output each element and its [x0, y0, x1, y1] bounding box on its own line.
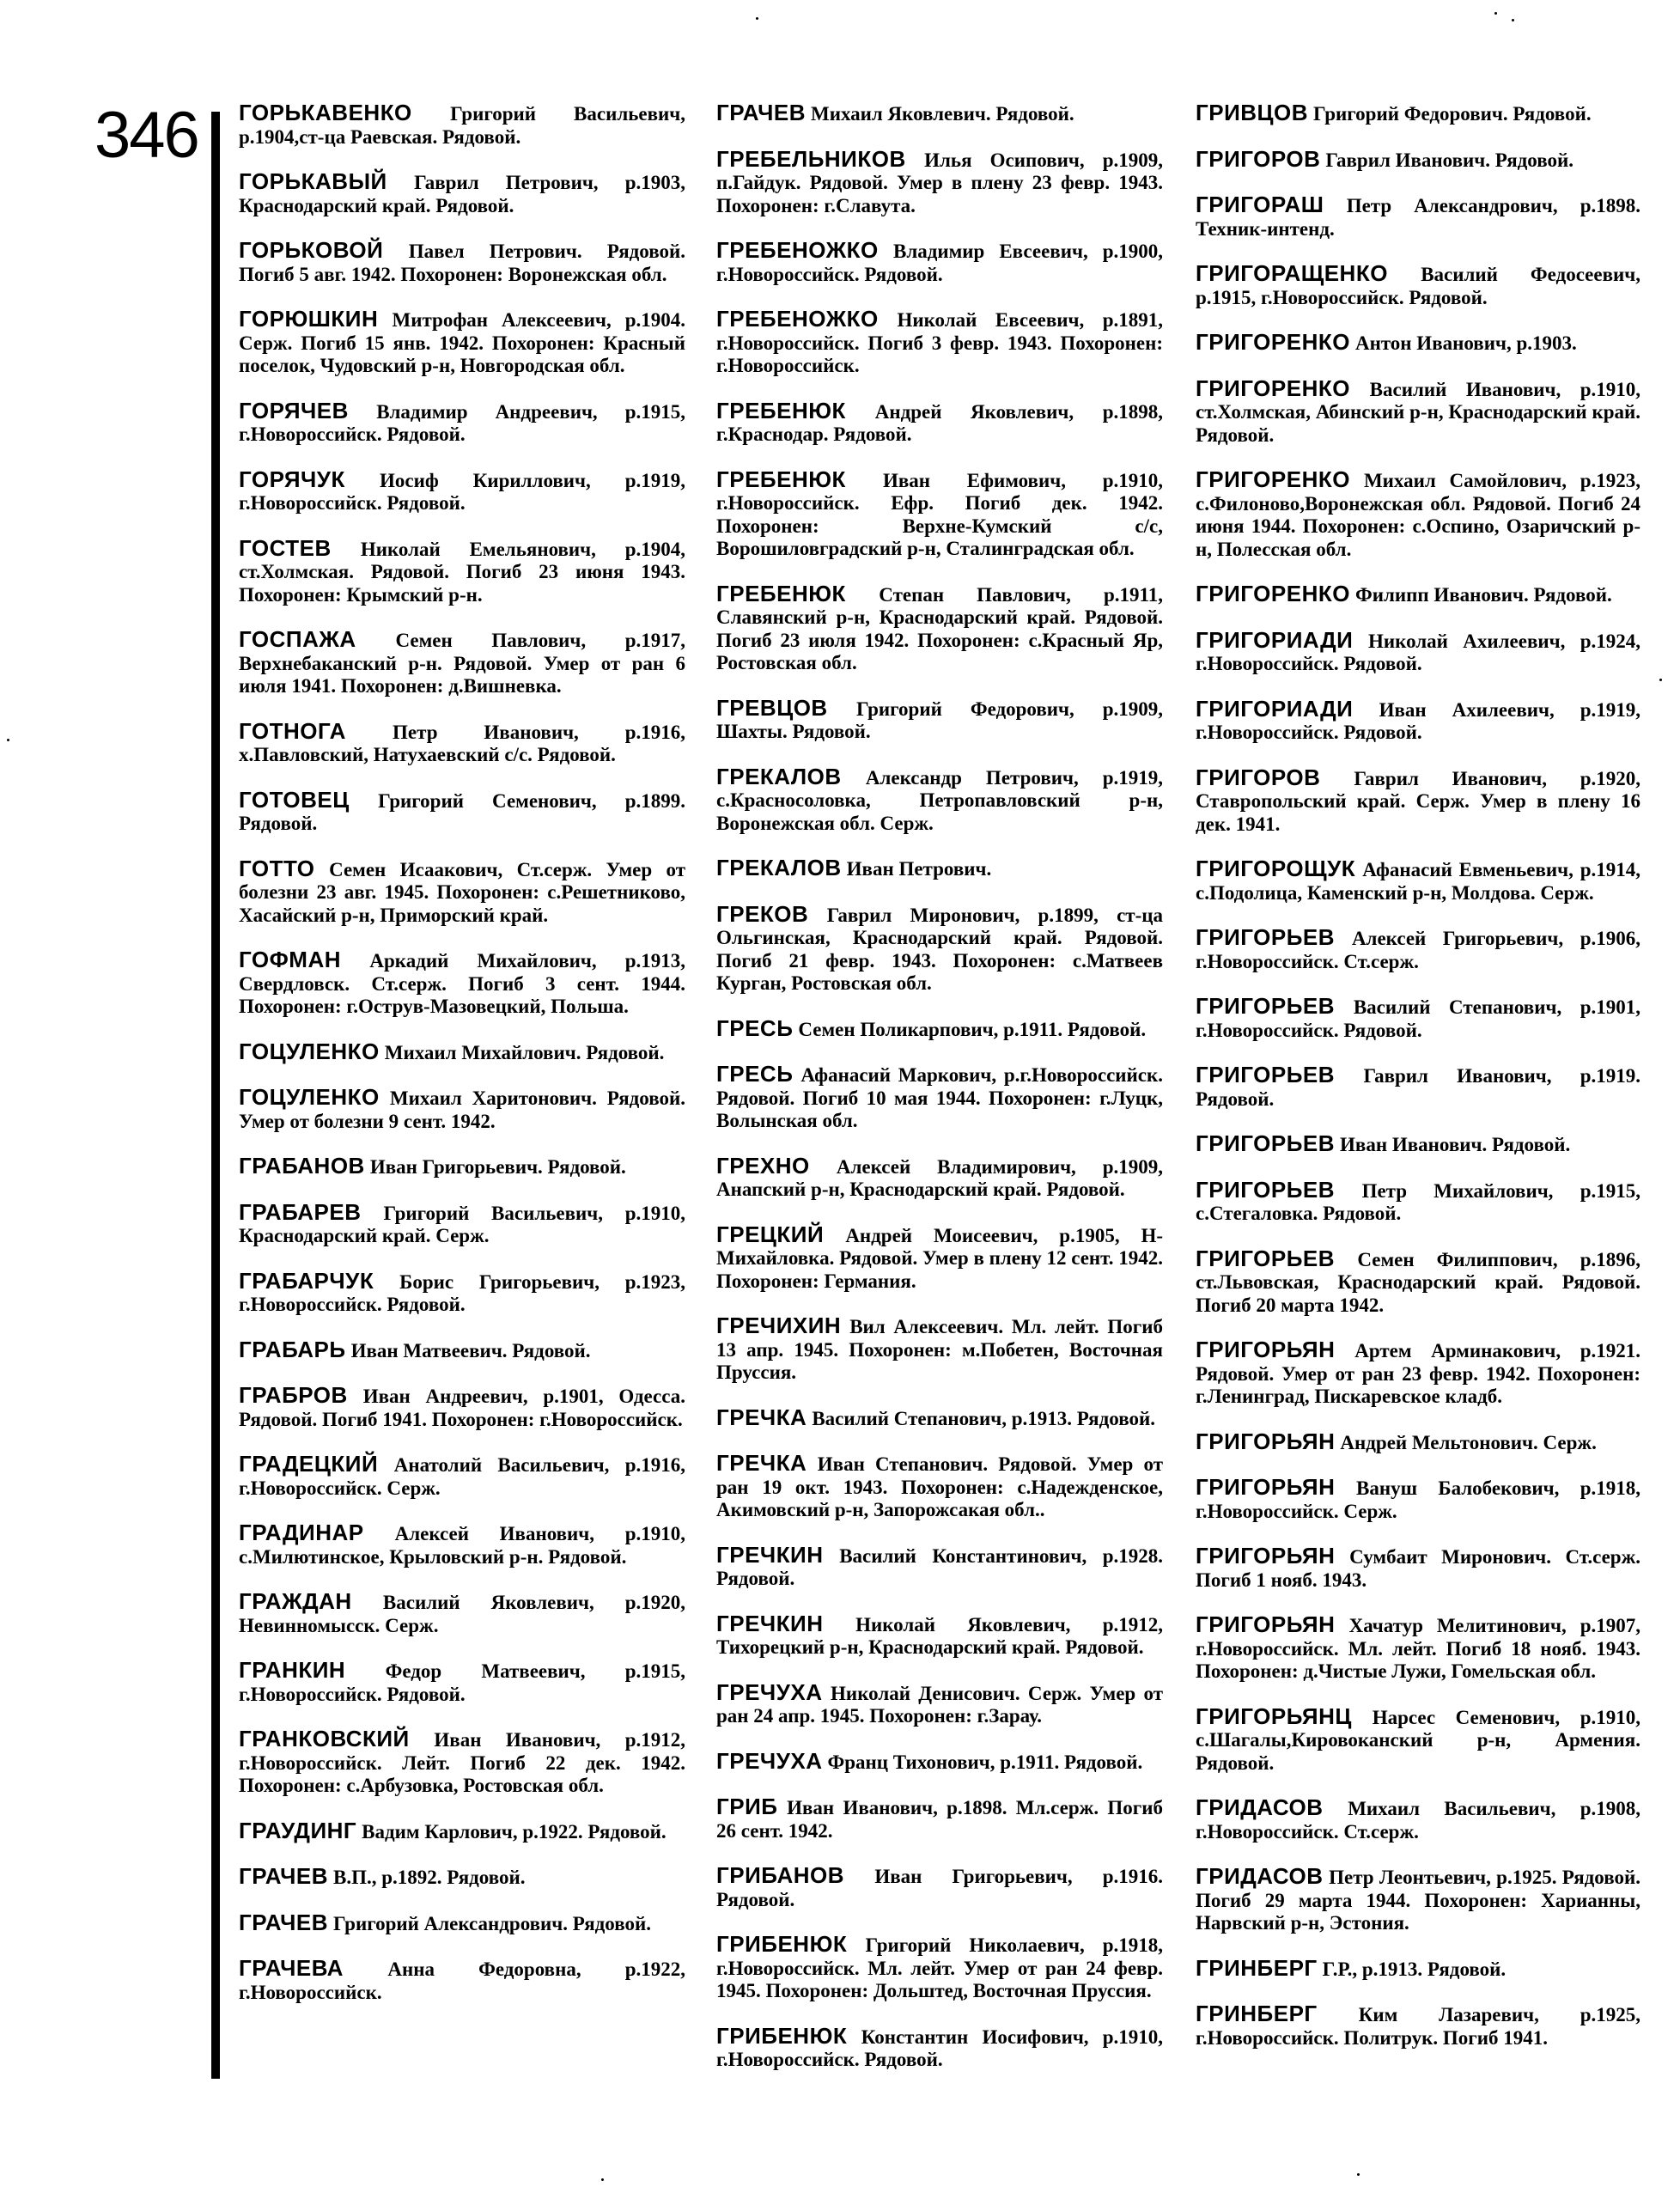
- entry-details: Павел Петрович. Рядовой. Погиб 5 авг. 1942. Похоронен: Воронежская обл.: [239, 241, 685, 285]
- entry-details: Григорий Васильевич, р.1910, Краснодарский край. Серж.: [239, 1202, 685, 1246]
- entry-details: Петр Иванович, р.1916, х.Павловский, Натухаевский с/с. Рядовой.: [239, 721, 685, 765]
- entry: [239, 101, 685, 149]
- entry-surname: ГРИГОРЬЯН: [1196, 1474, 1336, 1500]
- entry-details: Иван Иванович. Рядовой.: [1340, 1134, 1571, 1155]
- entry-surname: ГОСТЕВ: [239, 534, 332, 561]
- entry: [1196, 1176, 1640, 1226]
- entry-details: Г.Р., р.1913. Рядовой.: [1322, 1958, 1507, 1980]
- entry-surname: ГРИГОРЬЕВ: [1196, 1245, 1336, 1271]
- entry: [1196, 1247, 1640, 1318]
- entry-details: Нарсес Семенович, р.1910, с.Шагалы,Кировоканский р-н, Армения. Рядовой.: [1196, 1706, 1640, 1774]
- entry-surname: ГРИГОРЬЯН: [1196, 1337, 1336, 1362]
- entry-details: Андрей Моисеевич, р.1905, Н-Михайловка. Рядовой. Умер в плену 12 сент. 1942. Похоронен: Германия.: [716, 1224, 1164, 1292]
- page-number: 346: [94, 99, 198, 172]
- entry-details: Семен Поликарпович, р.1911. Рядовой.: [798, 1018, 1147, 1040]
- entry-surname: ГОТТО: [239, 855, 315, 881]
- entry-surname: ГРЕБЕНОЖКО: [716, 306, 879, 332]
- entry: [716, 856, 1163, 881]
- entry-details: Филипп Иванович. Рядовой.: [1354, 584, 1612, 606]
- entry-details: Иосиф Кириллович, р.1919, г.Новороссийск. Рядовой.: [239, 469, 685, 514]
- entry-details: Франц Тихонович, р.1911. Рядовой.: [827, 1751, 1143, 1773]
- entry-surname: ГРЕБЕНОЖКО: [716, 237, 879, 263]
- entry-surname: ГОЦУЛЕНКО: [239, 1084, 380, 1110]
- entry: [1196, 1063, 1640, 1111]
- entry-surname: ГРАБАРЬ: [239, 1336, 346, 1362]
- entry-surname: ГОРЬКАВЕНКО: [239, 100, 412, 125]
- entry: [239, 1040, 685, 1065]
- entry-surname: ГРЕХНО: [716, 1152, 810, 1179]
- entry: [1196, 262, 1640, 309]
- entry-surname: ГРИБЕНЮК: [716, 2022, 848, 2049]
- entry-details: Гаврил Иванович, р.1919. Рядовой.: [1196, 1065, 1641, 1110]
- entry-details: Петр Александрович, р.1898. Техник-интенд.: [1196, 195, 1640, 240]
- entry: [716, 145, 1163, 218]
- entry: [239, 1198, 685, 1248]
- entry-details: Афанасий Евменьевич, р.1914, с.Подолица, Каменский р-н, Молдова. Серж.: [1196, 859, 1640, 904]
- entry-surname: ГРЕСЬ: [716, 1061, 794, 1087]
- entry: [716, 1014, 1163, 1042]
- entry-surname: ГРАЧЕВА: [239, 1955, 344, 1981]
- entry-details: Григорий Федорович, р.1909, Шахты. Рядовой.: [716, 697, 1163, 742]
- entry: [239, 170, 685, 217]
- entry: [1196, 626, 1641, 676]
- entry: [1196, 2002, 1640, 2050]
- entry-surname: ГРИДАСОВ: [1196, 1863, 1324, 1889]
- entry-details: Василий Степанович, р.1901, г.Новороссийск. Рядовой.: [1196, 996, 1641, 1041]
- entry-surname: ГРИБАНОВ: [716, 1862, 845, 1888]
- entry: [716, 1154, 1163, 1202]
- entry: [716, 468, 1163, 561]
- entry-surname: ГРАНКИН: [239, 1657, 346, 1683]
- entry-surname: ГРИГОРИАДИ: [1196, 695, 1354, 722]
- entry-surname: ГРАБРОВ: [239, 1382, 348, 1408]
- entry: [239, 534, 685, 607]
- entry-details: Михаил Михайлович. Рядовой.: [384, 1041, 665, 1063]
- entry: [239, 786, 686, 836]
- entry-surname: ГОРЯЧЕВ: [239, 397, 349, 423]
- entry-details: Николай Яковлевич, р.1912, Тихорецкий р-н, Краснодарский край. Рядовой.: [716, 1613, 1163, 1658]
- entry: [239, 1384, 685, 1431]
- entry: [239, 1659, 685, 1706]
- entry-surname: ГРИДАСОВ: [1196, 1794, 1324, 1820]
- entry-surname: ГРЕЧУХА: [716, 1678, 823, 1705]
- entry-surname: ГРИГОРЕНКО: [1196, 329, 1350, 355]
- entry-surname: ГРИГОРОЩУК: [1196, 856, 1356, 881]
- entry-details: Иван Степанович. Рядовой. Умер от ран 19 окт. 1943. Похоронен: с.Надежденское, Акимовский р-н, Запорожсакая обл..: [716, 1453, 1163, 1520]
- entry-details: Алексей Владимирович, р.1909, Анапский р-н, Краснодарский край. Рядовой.: [716, 1155, 1163, 1200]
- entry-details: Алексей Григорьевич, р.1906, г.Новороссийск. Ст.серж.: [1196, 928, 1640, 972]
- entry: [716, 765, 1163, 836]
- entry-details: Федор Матвеевич, р.1915, г.Новороссийск. Рядовой.: [239, 1660, 685, 1705]
- entry: [716, 1314, 1163, 1385]
- entry-surname: ГОРЬКОВОЙ: [239, 237, 384, 263]
- entry-surname: ГОТОВЕЦ: [239, 786, 350, 813]
- entry-surname: ГОРЯЧУК: [239, 466, 345, 492]
- entry: [1196, 766, 1640, 837]
- entry: [716, 239, 1163, 286]
- entry: [239, 857, 685, 928]
- entry: [716, 1406, 1163, 1431]
- entry-surname: ГРИГОРЬЯН: [1196, 1428, 1336, 1454]
- entry-details: Александр Петрович, р.1919, с.Красносоловка, Петропавловский р-н, Воронежская обл. Серж.: [716, 766, 1163, 834]
- entry: [716, 2022, 1163, 2072]
- entry: [716, 1452, 1163, 1522]
- entry: [1196, 926, 1640, 973]
- entry-details: Анна Федоровна, р.1922, г.Новороссийск.: [239, 1958, 686, 2003]
- entry: [716, 900, 1163, 996]
- entry: [1196, 1132, 1640, 1157]
- column-3: [1196, 101, 1640, 2071]
- entry: [1196, 857, 1640, 905]
- entry-surname: ГРЕКОВ: [716, 900, 809, 927]
- entry-details: Аркадий Михайлович, р.1913, Свердловск. Ст.серж. Погиб 3 сент. 1944. Похоронен: г.Острув-Мазовецкий, Польша.: [239, 950, 686, 1017]
- entry: [239, 1819, 685, 1844]
- entry-surname: ГРИГОРАЩЕНКО: [1196, 260, 1388, 286]
- entry: [716, 1933, 1163, 2003]
- entry-surname: ГРАНКОВСКИЙ: [239, 1726, 410, 1751]
- entry-details: Иван Ефимович, р.1910, г.Новороссийск. Ефр. Погиб дек. 1942. Похоронен: Верхне-Кумский с/с, Ворошиловградский р-н, Сталинградская обл.: [716, 469, 1164, 559]
- entry-details: Николай Ахилеевич, р.1924, г.Новороссийск. Рядовой.: [1196, 630, 1641, 674]
- entry-details: Василий Константинович, р.1928. Рядовой.: [716, 1544, 1163, 1589]
- entry-surname: ГРИГОРЬЯНЦ: [1196, 1703, 1352, 1729]
- entry-surname: ГРИГОРЬЕВ: [1196, 993, 1336, 1019]
- entry: [1196, 995, 1640, 1042]
- entry: [1196, 1796, 1640, 1843]
- entry: [1196, 1705, 1640, 1776]
- entry: [239, 1154, 685, 1179]
- entry-surname: ГРЕЧКИН: [716, 1610, 824, 1636]
- entry-details: Митрофан Алексеевич, р.1904. Серж. Погиб 15 янв. 1942. Похоронен: Красный поселок, Чудовский р-н, Новгородская обл.: [239, 309, 685, 376]
- entry-details: Семен Филиппович, р.1896, ст.Львовская, Краснодарский край. Рядовой. Погиб 20 марта 1942.: [1196, 1248, 1640, 1316]
- entry-surname: ГРЕВЦОВ: [716, 694, 828, 721]
- entry: [1196, 1430, 1640, 1455]
- entry-surname: ГРИБ: [716, 1794, 778, 1819]
- entry: [716, 1541, 1163, 1591]
- entry: [1196, 101, 1640, 126]
- entry-details: Иван Григорьевич. Рядовой.: [369, 1156, 626, 1178]
- entry: [1196, 145, 1640, 173]
- entry: [1196, 1613, 1640, 1684]
- entry: [1196, 331, 1640, 356]
- entry: [239, 1957, 685, 2004]
- entry-details: Михаил Харитонович. Рядовой. Умер от болезни 9 сент. 1942.: [239, 1087, 686, 1132]
- entry-surname: ГРИГОРЕНКО: [1196, 466, 1350, 492]
- entry: [716, 399, 1163, 447]
- entry-details: Гаврил Иванович. Рядовой.: [1325, 149, 1573, 171]
- entry-details: Григорий Семенович, р.1899. Рядовой.: [239, 789, 686, 834]
- entry-surname: ГРАБАНОВ: [239, 1153, 365, 1179]
- entry-details: Иван Андреевич, р.1901, Одесса. Рядовой. Погиб 1941. Похоронен: г.Новороссийск.: [239, 1386, 685, 1430]
- entry-surname: ГРИГОРЬЕВ: [1196, 924, 1336, 950]
- entry-details: Петр Леонтьевич, р.1925. Рядовой. Погиб 29 марта 1944. Похоронен: Харианны, Нарвский р-н, Эстония.: [1196, 1867, 1640, 1934]
- entry: [239, 1267, 686, 1317]
- entry-surname: ГРИГОРЬЯН: [1196, 1611, 1336, 1637]
- entry-surname: ГОРЮШКИН: [239, 306, 379, 332]
- entry-surname: ГОТНОГА: [239, 717, 346, 744]
- entry-details: Андрей Мельтонович. Серж.: [1340, 1431, 1597, 1453]
- entry-surname: ГРАЧЕВ: [716, 100, 806, 125]
- entry: [1196, 1544, 1640, 1592]
- entry: [1196, 1338, 1640, 1409]
- entry-details: Семен Павлович, р.1917, Верхнебаканский р-н. Рядовой. Умер от ран 6 июля 1941. Похоронен: д.Вишневка.: [239, 630, 685, 697]
- entry-details: Владимир Евсеевич, р.1900, г.Новороссийск. Рядовой.: [716, 241, 1164, 285]
- entry-details: Алексей Иванович, р.1910, с.Милютинское, Крыловский р-н. Рядовой.: [239, 1523, 685, 1568]
- entry: [239, 1338, 685, 1363]
- entry: [239, 1590, 685, 1637]
- entry-details: Вадим Карлович, р.1922. Рядовой.: [362, 1820, 667, 1843]
- entry-surname: ГРЕБЕНЮК: [716, 397, 846, 423]
- entry: [1196, 697, 1640, 745]
- entry-details: Хачатур Мелитинович, р.1907, г.Новороссийск. Мл. лейт. Погиб 18 нояб. 1943. Похоронен: д.Чистые Лужи, Гомельская обл.: [1196, 1615, 1640, 1682]
- entry-details: Владимир Андреевич, р.1915, г.Новороссийск. Рядовой.: [239, 400, 686, 445]
- entry-details: Гаврил Петрович, р.1903, Краснодарский край. Рядовой.: [239, 172, 685, 216]
- entry-surname: ГРЕБЕНЮК: [716, 466, 846, 492]
- entry-surname: ГРИГОРЬЕВ: [1196, 1062, 1336, 1087]
- entry: [239, 948, 685, 1019]
- entry-surname: ГОСПАЖА: [239, 626, 356, 652]
- entry: [239, 628, 685, 698]
- entry-details: Николай Денисович. Серж. Умер от ран 24 апр. 1945. Похоронен: г.Зарау.: [716, 1682, 1164, 1727]
- column-2: [716, 101, 1163, 2093]
- entry-surname: ГРИНБЕРГ: [1196, 1954, 1318, 1981]
- entry-surname: ГРЕЧКА: [716, 1404, 807, 1430]
- entry-details: Борис Григорьевич, р.1923, г.Новороссийск. Рядовой.: [239, 1270, 686, 1315]
- entry-details: Степан Павлович, р.1911, Славянский р-н, Краснодарский край. Рядовой. Погиб 23 июля 1942. Похоронен: с.Красный Яр, Ростовская обл.: [716, 583, 1164, 673]
- entry: [716, 1864, 1163, 1911]
- entry-details: Петр Михайлович, р.1915, с.Стегаловка. Рядовой.: [1196, 1179, 1640, 1224]
- entry-details: Анатолий Васильевич, р.1916, г.Новороссийск. Серж.: [239, 1454, 685, 1499]
- entry-details: Василий Федосеевич, р.1915, г.Новороссийск. Рядовой.: [1196, 264, 1640, 308]
- entry-surname: ГОФМАН: [239, 947, 342, 972]
- entry-surname: ГОЦУЛЕНКО: [239, 1038, 380, 1064]
- entry-details: Иван Ахилеевич, р.1919, г.Новороссийск. Рядовой.: [1196, 698, 1640, 743]
- entry-details: Сумбаит Миронович. Ст.серж. Погиб 1 нояб. 1943.: [1196, 1546, 1640, 1591]
- entry-surname: ГРАЧЕВ: [239, 1863, 328, 1889]
- entry-details: Михаил Самойлович, р.1923, с.Филоново,Воронежская обл. Рядовой. Погиб 24 июня 1944. Похоронен: с.Оспино, Озаричский р-н, Полесская обл.: [1196, 470, 1640, 560]
- entry-surname: ГРЕЦКИЙ: [716, 1221, 825, 1247]
- entry-surname: ГРЕЧКА: [716, 1450, 807, 1476]
- entry: [239, 399, 685, 447]
- entry-details: Михаил Васильевич, р.1908, г.Новороссийск. Ст.серж.: [1196, 1798, 1641, 1843]
- entry: [239, 1521, 685, 1569]
- entry-details: Константин Иосифович, р.1910, г.Новороссийск. Рядовой.: [716, 2025, 1163, 2070]
- entry-surname: ГРАЧЕВ: [239, 1909, 328, 1935]
- entry-surname: ГРЕЧИХИН: [716, 1313, 842, 1338]
- entry-surname: ГРАБАРЕВ: [239, 1198, 362, 1225]
- entry-surname: ГРИНБЕРГ: [1196, 2001, 1318, 2026]
- entry-surname: ГРИГОРОВ: [1196, 145, 1321, 172]
- column-1: [239, 101, 685, 2025]
- entry: [716, 1223, 1163, 1294]
- entry-details: Василий Иванович, р.1910, ст.Холмская, Абинский р-н, Краснодарский край. Рядовой.: [1196, 378, 1640, 446]
- entry-details: Григорий Васильевич, р.1904,ст-ца Раевская. Рядовой.: [239, 103, 685, 148]
- entry-surname: ГРАДЕЦКИЙ: [239, 1451, 379, 1477]
- entry-surname: ГРЕЧУХА: [716, 1747, 823, 1774]
- entry-surname: ГРАУДИНГ: [239, 1817, 357, 1843]
- entry-surname: ГРИГОРЕНКО: [1196, 375, 1350, 401]
- entry-details: Илья Осипович, р.1909, п.Гайдук. Рядовой. Умер в плену 23 февр. 1943. Похоронен: г.Славута.: [716, 149, 1163, 216]
- entry-details: Иван Григорьевич, р.1916. Рядовой.: [716, 1866, 1164, 1910]
- entry-surname: ГРЕБЕНЮК: [716, 580, 846, 606]
- entry-surname: ГРЕКАЛОВ: [716, 763, 842, 789]
- entry-details: Иван Матвеевич. Рядовой.: [350, 1339, 591, 1361]
- entry: [1196, 582, 1640, 607]
- entry: [239, 1453, 685, 1500]
- entry-details: Василий Степанович, р.1913. Рядовой.: [812, 1407, 1155, 1429]
- entry-details: Семен Исаакович, Ст.серж. Умер от болезни 23 авг. 1945. Похоронен: с.Решетниково, Хасайский р-н, Приморский край.: [239, 858, 685, 926]
- entry: [716, 582, 1163, 675]
- entry: [239, 717, 685, 767]
- entry-details: Иван Петрович.: [846, 858, 992, 880]
- entry: [716, 694, 1163, 744]
- entry: [716, 1612, 1163, 1660]
- entry-surname: ГРАДИНАР: [239, 1520, 364, 1545]
- entry: [716, 1063, 1163, 1133]
- entry-surname: ГРЕЧКИН: [716, 1541, 824, 1568]
- entry-surname: ГРАБАРЧУК: [239, 1267, 374, 1294]
- entry: [239, 308, 685, 378]
- entry-surname: ГРИБЕНЮК: [716, 1931, 848, 1957]
- entry-details: Иван Иванович, р.1898. Мл.серж. Погиб 26 сент. 1942.: [716, 1797, 1164, 1842]
- entry: [239, 239, 685, 286]
- entry: [239, 1911, 685, 1936]
- entry-details: Артем Арминакович, р.1921. Рядовой. Умер от ран 23 февр. 1942. Похоронен: г.Ленинград, Пискаревское кладб.: [1196, 1340, 1640, 1407]
- entry: [1196, 468, 1640, 561]
- entry: [239, 1727, 685, 1798]
- entry-details: Гаврил Иванович, р.1920, Ставропольский край. Серж. Умер в плену 16 дек. 1941.: [1196, 767, 1640, 835]
- entry-surname: ГРИГОРАШ: [1196, 192, 1324, 217]
- entry-details: Григорий Николаевич, р.1918, г.Новороссийск. Мл. лейт. Умер от ран 24 февр. 1945. Похоронен: Дольштед, Восточная Пруссия.: [716, 1934, 1163, 2001]
- entry-details: Вил Алексеевич. Мл. лейт. Погиб 13 апр. 1945. Похоронен: м.Побетен, Восточная Пруссия.: [716, 1316, 1163, 1383]
- entry-details: В.П., р.1892. Рядовой.: [332, 1867, 526, 1888]
- entry-details: Афанасий Маркович, р.г.Новороссийск. Рядовой. Погиб 10 мая 1944. Похоронен: г.Луцк, Волынская обл.: [716, 1064, 1164, 1131]
- entry-details: Николай Емельянович, р.1904, ст.Холмская. Рядовой. Погиб 23 июня 1943. Похоронен: Крымский р-н.: [239, 538, 685, 606]
- entry-surname: ГРЕБЕЛЬНИКОВ: [716, 145, 906, 172]
- entry-details: Андрей Яковлевич, р.1898, г.Краснодар. Рядовой.: [716, 400, 1163, 445]
- entry-surname: ГРИВЦОВ: [1196, 100, 1309, 125]
- entry-details: Гаврил Миронович, р.1899, ст-ца Ольгинская, Краснодарский край. Рядовой. Погиб 21 февр. 1943. Похоронен: с.Матвеев Курган, Ростовская обл.: [716, 904, 1163, 994]
- entry-surname: ГРИГОРИАДИ: [1196, 626, 1354, 653]
- entry: [1196, 1954, 1640, 1982]
- entry-surname: ГРИГОРЕНКО: [1196, 581, 1350, 606]
- entry-surname: ГРИГОРЬЯН: [1196, 1543, 1336, 1569]
- entry: [716, 1747, 1163, 1775]
- entry-surname: ГРЕКАЛОВ: [716, 855, 842, 880]
- entry-details: Антон Иванович, р.1903.: [1354, 332, 1577, 354]
- entry: [1196, 1865, 1640, 1935]
- entry-details: Григорий Федорович. Рядовой.: [1313, 103, 1592, 125]
- entry-details: Ким Лазаревич, р.1925, г.Новороссийск. Политрук. Погиб 1941.: [1196, 2004, 1640, 2049]
- column-rule: [211, 112, 220, 2079]
- entry-surname: ГРЕСЬ: [716, 1014, 794, 1041]
- entry-surname: ГРАЖДАН: [239, 1588, 352, 1614]
- entry-details: Григорий Александрович. Рядовой.: [332, 1912, 651, 1934]
- entry-surname: ГОРЬКАВЫЙ: [239, 168, 387, 194]
- entry: [1196, 1476, 1640, 1523]
- entry-surname: ГРИГОРЬЕВ: [1196, 1176, 1336, 1203]
- entry-details: Николай Евсеевич, р.1891, г.Новороссийск. Погиб 3 февр. 1943. Похоронен: г.Новороссийск.: [716, 309, 1164, 376]
- entry-details: Михаил Яковлевич. Рядовой.: [810, 103, 1074, 125]
- entry: [716, 1678, 1164, 1728]
- entry: [1196, 377, 1640, 448]
- entry-details: Вануш Балобекович, р.1918, г.Новороссийск. Серж.: [1196, 1477, 1641, 1522]
- entry-details: Василий Яковлевич, р.1920, Невинномысск. Серж.: [239, 1592, 685, 1636]
- entry: [1196, 193, 1640, 241]
- entry-surname: ГРИГОРОВ: [1196, 764, 1321, 790]
- entry: [239, 1865, 685, 1890]
- entry: [716, 1795, 1163, 1843]
- entry-details: Иван Иванович, р.1912, г.Новороссийск. Лейт. Погиб 22 дек. 1942. Похоронен: с.Арбузовка, Ростовская обл.: [239, 1729, 685, 1796]
- entry: [716, 101, 1163, 126]
- entry: [716, 308, 1163, 378]
- entry-surname: ГРИГОРЬЕВ: [1196, 1130, 1336, 1156]
- entry: [239, 1086, 685, 1133]
- entry: [239, 468, 685, 515]
